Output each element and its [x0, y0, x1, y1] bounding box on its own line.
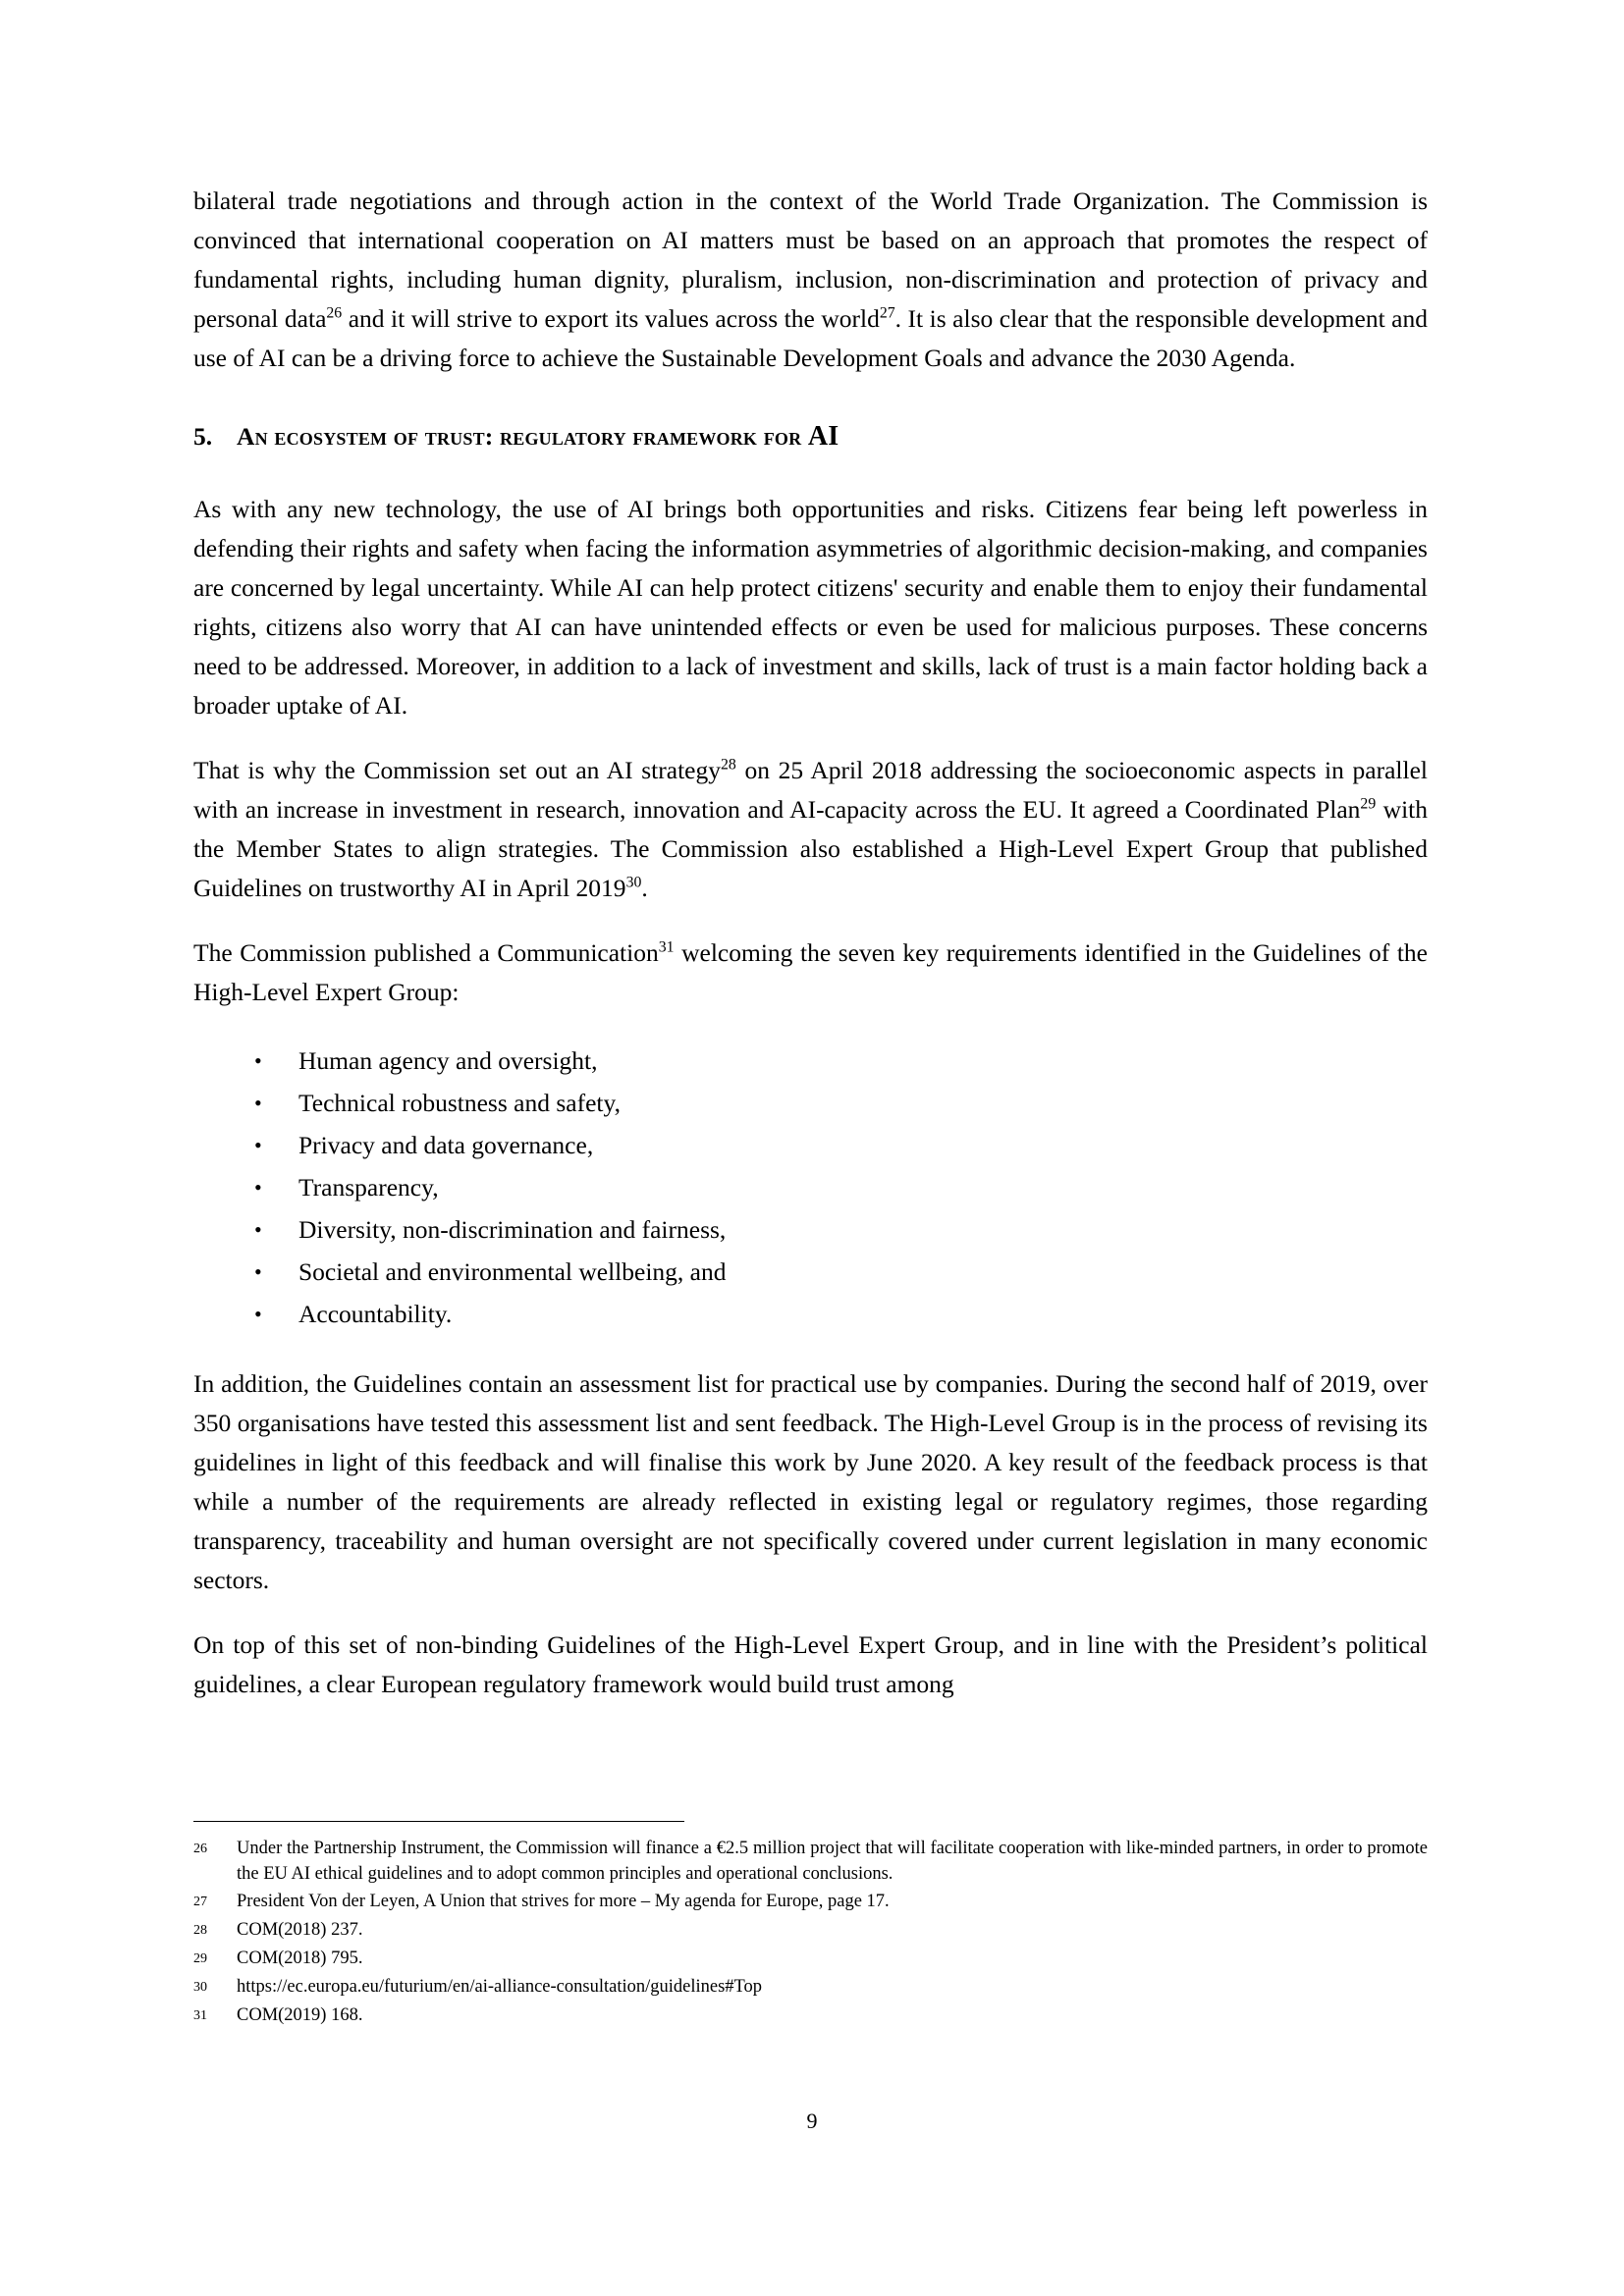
footnote-30 — [193, 1974, 1428, 2001]
footnote-number: 30 — [193, 1980, 207, 1995]
list-item: • Privacy and data governance, — [193, 1124, 1428, 1166]
footnote-27 — [193, 1889, 1428, 1915]
paragraph-regulatory-framework: On top of this set of non-binding Guidelines of the High-Level Expert Group, and in line with the President’s political guidelines, a clear European regulatory framework would build trust among — [193, 1630, 1428, 1698]
paragraph-ai-strategy — [193, 751, 1428, 908]
footnote-text: COM(2018) 237. — [237, 1920, 363, 1940]
list-item: • Diversity, non-discrimination and fairness, — [193, 1208, 1428, 1251]
paragraph-intro-part1: bilateral trade negotiations and through action in the context of the World Trade Organization. The Commission is convinced that international cooperation on AI matters must be based on an approach that promotes the respect of fundamental rights, including human dignity, pluralism, inclusion, non-discrimination and protection of privacy and personal data — [193, 187, 1428, 333]
list-item: • Human agency and oversight, — [193, 1040, 1428, 1082]
footnote-number: 29 — [193, 1951, 207, 1966]
paragraph-intro-part2: and it will strive to export its values across the world — [342, 304, 880, 333]
footnote-divider — [193, 1821, 684, 1822]
paragraph-ai-strategy-part4: . — [641, 874, 648, 902]
footnote-number: 31 — [193, 2008, 207, 2023]
paragraph-communication-part2: welcoming the seven key requirements identified in the Guidelines of the High-Level Expert Group: — [193, 938, 1429, 1006]
footnote-ref-29[interactable]: 29 — [1360, 795, 1377, 813]
paragraph-communication — [193, 934, 1428, 1012]
footnote-text: COM(2018) 795. — [237, 1949, 363, 1968]
footnote-ref-31[interactable]: 31 — [658, 938, 675, 956]
footnote-area — [193, 1821, 1428, 2031]
footnote-31 — [193, 2002, 1428, 2029]
section-title — [237, 421, 839, 453]
section-heading-5 — [193, 421, 1428, 453]
footnote-26 — [193, 1836, 1428, 1887]
footnote-text: President Von der Leyen, A Union that strives for more – My agenda for Europe, page 17. — [237, 1892, 890, 1911]
footnote-ref-26[interactable]: 26 — [326, 304, 343, 322]
section-title-tail: AI — [807, 421, 839, 452]
footnote-number: 28 — [193, 1923, 207, 1938]
footnote-text: COM(2019) 168. — [237, 2005, 363, 2025]
paragraph-assessment-list: In addition, the Guidelines contain an assessment list for practical use by companies. During the second half of 2019, over 350 organisations have tested this assessment list and sent feedback. The High-Level Group is in the process of revising its guidelines in light of this feedback and will finalise this work by June 2020. A key result of the feedback process is that while a number of the requirements are already reflected in existing legal or regulatory regimes, those regarding transparency, traceability and human oversight are not specifically covered under current legislation in many economic sectors. — [193, 1369, 1428, 1594]
footnote-number: 26 — [193, 1842, 207, 1856]
paragraph-communication-part1: The Commission published a Communication — [193, 938, 659, 967]
footnote-link[interactable]: https://ec.europa.eu/futurium/en/ai-alliance-consultation/guidelines#Top — [237, 1977, 763, 1997]
footnote-ref-28[interactable]: 28 — [720, 756, 736, 774]
list-item: • Societal and environmental wellbeing, and — [193, 1251, 1428, 1293]
list-item: • Technical robustness and safety, — [193, 1082, 1428, 1124]
footnote-ref-30[interactable]: 30 — [625, 874, 642, 891]
list-item: • Accountability. — [193, 1293, 1428, 1335]
paragraph-ai-strategy-part3: with the Member States to align strategies. The Commission also established a High-Level Expert Group that published Guidelines on trustworthy AI in April 2019 — [193, 795, 1428, 902]
footnote-text: Under the Partnership Instrument, the Commission will finance a €2.5 million project that will facilitate cooperation with like-minded partners, in order to promote the EU AI ethical guidelines and to adopt common principles and operational conclusions. — [237, 1839, 1428, 1884]
paragraph-ai-strategy-part2: on 25 April 2018 addressing the socioeconomic aspects in parallel with an increase in investment in research, innovation and AI-capacity across the EU. It agreed a Coordinated Plan — [193, 756, 1428, 824]
footnote-28 — [193, 1917, 1428, 1944]
section-number: 5. — [193, 422, 213, 451]
footnote-ref-27[interactable]: 27 — [879, 304, 895, 322]
page-number: 9 — [806, 2109, 818, 2133]
paragraph-intro-part3: . It is also clear that the responsible development and use of AI can be a driving force to achieve the Sustainable Development Goals and advance the 2030 Agenda. — [193, 304, 1428, 372]
footnote-29 — [193, 1946, 1428, 1972]
paragraph-ai-strategy-part1: That is why the Commission set out an AI strategy — [193, 756, 721, 784]
paragraph-opportunities-risks: As with any new technology, the use of AI brings both opportunities and risks. Citizens fear being left powerless in defending their rights and safety when facing the information asymmetries of algorithmic decision-making, and companies are concerned by legal uncertainty. While AI can help protect citizens' security and enable them to enjoy their fundamental rights, citizens also worry that AI can have unintended effects or even be used for malicious purposes. These concerns need to be addressed. Moreover, in addition to a lack of investment and skills, lack of trust is a main factor holding back a broader uptake of AI. — [193, 495, 1428, 720]
footnote-number: 27 — [193, 1895, 207, 1909]
key-requirements-list — [193, 1040, 1428, 1335]
paragraph-intro — [193, 182, 1428, 378]
list-item: • Transparency, — [193, 1166, 1428, 1208]
section-title-text: An ecosystem of trust: regulatory framework for — [237, 422, 808, 451]
